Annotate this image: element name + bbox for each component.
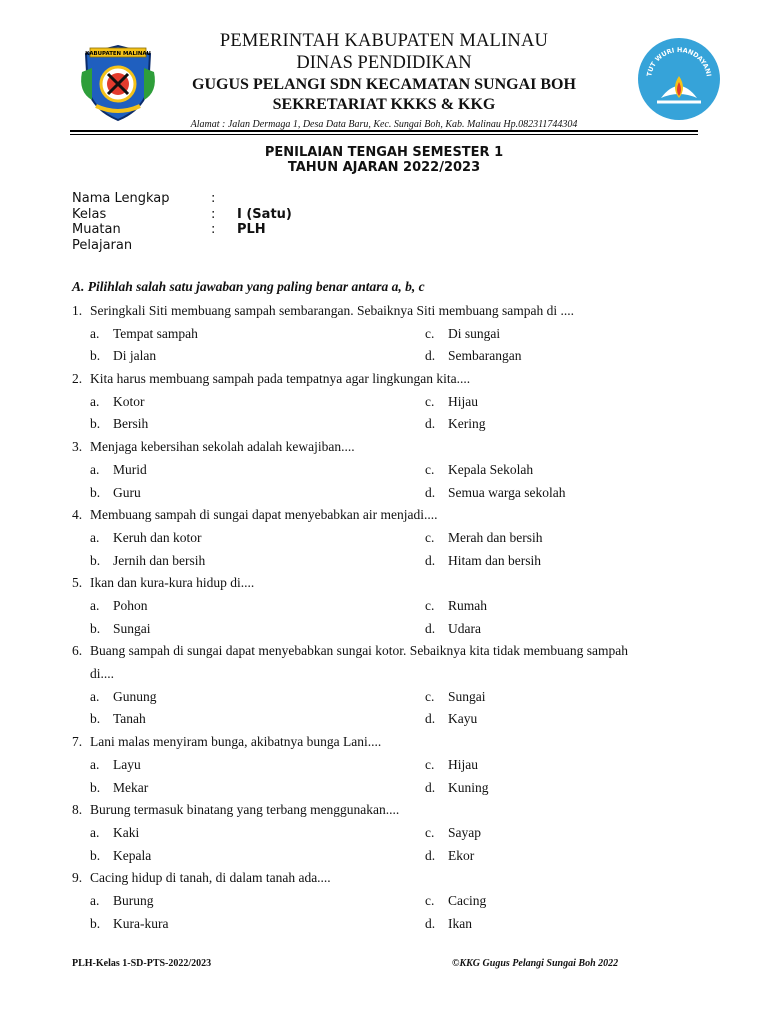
answer-option-d[interactable] [425,345,521,368]
option-letter: b. [90,847,101,863]
tut-wuri-handayani-logo-icon [631,36,727,122]
answer-option-c[interactable] [425,754,478,777]
option-text: Kura-kura [113,915,169,931]
option-letter: a. [90,688,100,704]
section-a-instruction: A. Pilihlah salah satu jawaban yang paling benar antara a, b, c [72,279,425,294]
option-text: Ikan [448,915,472,931]
question-stem [72,731,702,754]
option-letter: c. [425,688,435,704]
option-text: Semua warga sekolah [448,484,566,500]
option-text: Kepala [113,847,152,863]
option-text: Tanah [113,711,146,727]
option-text: Burung [113,893,154,908]
answer-option-a[interactable] [90,323,198,346]
answer-option-d[interactable] [425,550,541,573]
identity-colon: : [211,191,216,206]
question-list [72,300,702,935]
option-text: Guru [113,484,141,500]
option-letter: d. [425,711,436,727]
letterhead-address: Alamat : Jalan Dermaga 1, Desa Data Baru, Kec. Sungai Boh, Kab. Malinau Hp.082311744304 [190,119,578,130]
option-text: Kaki [113,824,140,840]
answer-option-b[interactable] [90,413,148,436]
option-text: Ekor [448,847,475,863]
option-text: Kotor [113,393,145,409]
question-number: 7. [72,734,83,750]
right-logo-motto: TUT WURI HANDAYANI [645,45,713,78]
answer-option-b[interactable] [90,777,148,800]
option-letter: c. [425,893,435,908]
option-letter: b. [90,484,101,500]
answer-option-c[interactable] [425,890,486,913]
question-text: Kita harus membuang sampah pada tempatnya agar lingkungan kita.... [90,371,471,387]
option-letter: c. [425,824,435,840]
option-letter: c. [425,393,435,409]
option-text: Sungai [448,688,486,704]
letterhead-government: PEMERINTAH KABUPATEN MALINAU [219,31,549,51]
question-item [72,436,702,504]
letterhead-department: DINAS PENDIDIKAN [296,53,472,73]
identity-label: Nama Lengkap [72,191,170,206]
option-letter: b. [90,416,101,432]
answer-option-c[interactable] [425,822,481,845]
option-letter: a. [90,529,100,545]
option-letter: c. [425,325,435,341]
option-letter: b. [90,779,101,795]
option-text: Murid [113,461,147,477]
option-text: Sayap [448,824,481,840]
exam-title: PENILAIAN TENGAH SEMESTER 1 [264,145,504,160]
answer-option-a[interactable] [90,459,147,482]
option-text: Merah dan bersih [448,529,543,545]
answer-option-c[interactable] [425,686,486,709]
question-text: Ikan dan kura-kura hidup di.... [90,575,255,591]
question-text: Burung termasuk binatang yang terbang menggunakan.... [90,802,400,818]
option-text: Kepala Sekolah [448,461,534,477]
answer-option-a[interactable] [90,391,145,414]
question-number: 1. [72,303,83,318]
question-stem [72,436,702,459]
answer-option-b[interactable] [90,482,141,505]
question-stem [72,867,702,890]
answer-option-d[interactable] [425,913,472,936]
option-text: Tempat sampah [113,325,198,341]
question-number: 3. [72,439,83,455]
answer-options [72,822,702,867]
option-text: Cacing [448,893,487,908]
identity-label: Pelajaran [72,237,133,253]
option-letter: b. [90,711,101,727]
footer-code: PLH-Kelas 1-SD-PTS-2022/2023 [72,958,212,969]
option-text: Pohon [113,598,148,613]
question-stem [72,640,702,663]
option-letter: b. [90,552,101,568]
letterhead-cluster: GUGUS PELANGI SDN KECAMATAN SUNGAI BOH [192,76,576,93]
option-letter: a. [90,598,100,613]
answer-options [72,391,702,436]
answer-option-a[interactable] [90,754,141,777]
option-text: Jernih dan bersih [113,552,206,568]
question-stem [72,504,702,527]
letterhead-secretariat: SEKRETARIAT KKKS & KKG [272,96,496,113]
question-item [72,504,702,572]
exam-year: TAHUN AJARAN 2022/2023 [287,160,481,175]
question-item [72,640,702,731]
answer-options [72,459,702,504]
option-letter: a. [90,824,100,840]
question-text: Menjaga kebersihan sekolah adalah kewajiban.... [90,439,355,455]
option-text: Hitam dan bersih [448,552,541,568]
answer-options [72,754,702,799]
letterhead-divider-thick [70,130,698,132]
question-number: 4. [72,507,83,523]
answer-option-d[interactable] [425,777,489,800]
option-letter: d. [425,484,436,500]
option-letter: d. [425,779,436,795]
option-letter: d. [425,416,436,432]
option-letter: a. [90,893,100,908]
option-letter: a. [90,325,100,341]
kabupaten-malinau-logo-icon [78,40,158,122]
option-letter: d. [425,620,436,636]
option-text: Rumah [448,598,487,613]
question-item [72,799,702,867]
identity-value: I (Satu) [237,206,292,222]
option-text: Kering [448,416,486,432]
option-text: Di jalan [113,348,157,364]
answer-option-a[interactable] [90,686,157,709]
option-text: Di sungai [448,325,501,341]
option-text: Hijau [448,393,478,409]
option-letter: a. [90,461,100,477]
answer-option-a[interactable] [90,595,148,618]
option-letter: b. [90,915,101,931]
answer-option-c[interactable] [425,595,487,618]
option-letter: a. [90,393,100,409]
option-letter: c. [425,529,435,545]
question-text: Cacing hidup di tanah, di dalam tanah ada.... [90,870,331,886]
answer-option-d[interactable] [425,413,486,436]
left-logo-caption: KABUPATEN MALINAU [85,51,151,57]
option-letter: d. [425,552,436,568]
question-number: 2. [72,371,83,387]
answer-option-b[interactable] [90,845,151,868]
option-letter: d. [425,915,436,931]
option-letter: d. [425,348,436,364]
answer-option-b[interactable] [90,913,168,936]
option-letter: b. [90,620,101,636]
answer-option-d[interactable] [425,482,565,505]
question-stem [72,300,702,323]
option-text: Keruh dan kotor [113,529,202,545]
answer-option-d[interactable] [425,618,481,641]
answer-options [72,527,702,572]
answer-option-c[interactable] [425,323,500,346]
option-letter: b. [90,348,101,364]
answer-option-a[interactable] [90,822,139,845]
answer-option-d[interactable] [425,708,477,731]
letterhead [160,30,608,132]
answer-option-c[interactable] [425,459,533,482]
answer-option-a[interactable] [90,527,201,550]
option-text: Sungai [113,620,151,636]
question-item [72,572,702,640]
answer-option-d[interactable] [425,845,474,868]
question-item [72,731,702,799]
identity-colon: : [211,206,216,222]
identity-label: Kelas [72,206,107,222]
option-letter: d. [425,847,436,863]
option-text: Hijau [448,756,478,772]
answer-option-c[interactable] [425,391,478,414]
option-text: Udara [448,620,481,636]
question-stem [72,572,702,595]
answer-option-b[interactable] [90,345,156,368]
option-text: Kayu [448,711,478,727]
question-item [72,300,702,368]
option-letter: c. [425,461,435,477]
letterhead-divider-thin [70,134,698,135]
question-number: 5. [72,575,83,591]
option-text: Layu [113,756,141,772]
answer-option-b[interactable] [90,550,205,573]
option-text: Kuning [448,779,489,795]
question-item [72,867,702,935]
answer-option-c[interactable] [425,527,542,550]
option-text: Bersih [113,416,149,432]
question-text: Membuang sampah di sungai dapat menyebabkan air menjadi.... [90,507,438,523]
identity-value: PLH [237,222,266,237]
footer-copyright: ©KKG Gugus Pelangi Sungai Boh 2022 [452,958,619,969]
identity-colon: : [211,222,216,237]
identity-label: Muatan [72,222,121,237]
answer-options [72,595,702,640]
question-number: 8. [72,802,83,818]
question-text: Buang sampah di sungai dapat menyebabkan sungai kotor. Sebaiknya kita tidak membuang sampah [90,643,629,659]
question-text: Lani malas menyiram bunga, akibatnya bunga Lani.... [90,734,382,750]
option-letter: c. [425,598,435,613]
answer-option-b[interactable] [90,618,151,641]
answer-option-b[interactable] [90,708,146,731]
question-text: Seringkali Siti membuang sampah sembarangan. Sebaiknya Siti membuang sampah di .... [90,303,575,318]
option-text: Sembarangan [448,348,522,364]
question-number: 6. [72,643,83,659]
answer-options [72,890,702,935]
option-letter: c. [425,756,435,772]
option-text: Gunung [113,688,157,704]
option-text: Mekar [113,779,149,795]
question-number: 9. [72,870,83,886]
answer-options [72,686,702,731]
option-letter: a. [90,756,100,772]
question-item [72,368,702,436]
question-stem [72,368,702,391]
answer-option-a[interactable] [90,890,154,913]
answer-options [72,323,702,368]
question-text-continued: di.... [90,666,115,682]
question-stem [72,799,702,822]
